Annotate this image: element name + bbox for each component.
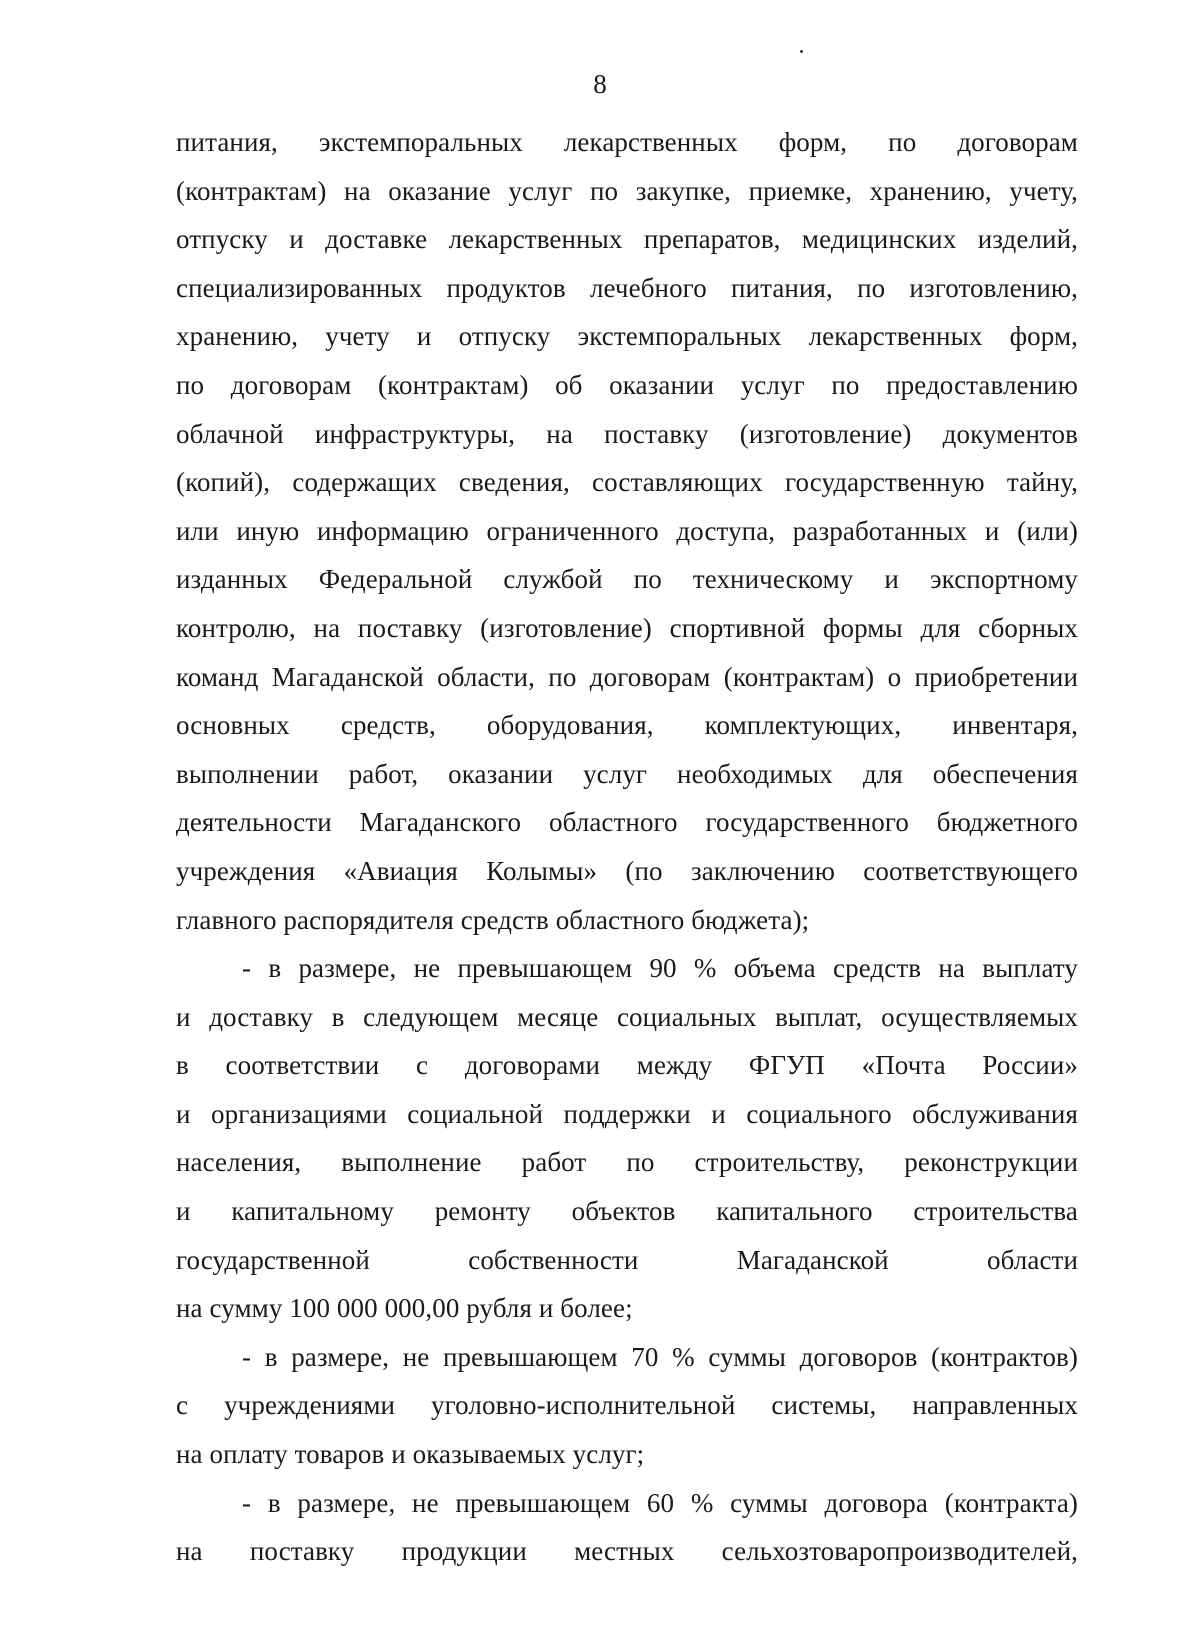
text-line: питания, экстемпоральных лекарственных форм, по договорам [176, 127, 1078, 157]
paragraph-1 [176, 118, 1078, 944]
text-line: хранению, учету и отпуску экстемпоральных лекарственных форм, [176, 321, 1078, 352]
text-line: отпуску и доставке лекарственных препаратов, медицинских изделий, [176, 224, 1078, 255]
text-line: и доставку в следующем месяце социальных выплат, осуществляемых [176, 1001, 1078, 1032]
text-line: - в размере, не превышающем 60 % суммы договора (контракта) [242, 1487, 1078, 1518]
text-line: - в размере, не превышающем 90 % объема средств на выплату [242, 953, 1078, 984]
text-line: - в размере, не превышающем 70 % суммы договоров (контрактов) [242, 1341, 1078, 1372]
text-line: учреждения «Авиация Колымы» (по заключению соответствующего [176, 855, 1078, 886]
text-line: команд Магаданской области, по договорам (контрактам) о приобретении [176, 661, 1078, 692]
text-line: облачной инфраструктуры, на поставку (изготовление) документов [176, 418, 1078, 449]
text-line: государственной собственности Магаданской области [176, 1244, 1078, 1275]
text-line: населения, выполнение работ по строительству, реконструкции [176, 1147, 1078, 1178]
text-line: специализированных продуктов лечебного питания, по изготовлению, [176, 272, 1078, 303]
text-line: (контрактам) на оказание услуг по закупке, приемке, хранению, учету, [176, 175, 1078, 206]
text-line: (копий), содержащих сведения, составляющих государственную тайну, [176, 467, 1078, 498]
text-line: на поставку продукции местных сельхозтоваропроизводителей, [176, 1536, 1078, 1567]
text-line: с учреждениями уголовно-исполнительной системы, направленных [176, 1390, 1078, 1421]
text-line: и капитальному ремонту объектов капитального строительства [176, 1196, 1078, 1227]
document-body [176, 118, 1078, 1576]
paragraph-3 [176, 1333, 1078, 1479]
text-line: в соответствии с договорами между ФГУП «Почта России» [176, 1050, 1078, 1081]
text-line: выполнении работ, оказании услуг необходимых для обеспечения [176, 758, 1078, 789]
paragraph-4 [176, 1479, 1078, 1576]
text-line: и организациями социальной поддержки и социального обслуживания [176, 1098, 1078, 1129]
text-line: деятельности Магаданского областного государственного бюджетного [176, 807, 1078, 838]
paragraph-2 [176, 944, 1078, 1333]
text-line: или иную информацию ограниченного доступа, разработанных и (или) [176, 515, 1078, 546]
text-line: по договорам (контрактам) об оказании услуг по предоставлению [176, 369, 1078, 400]
text-line: изданных Федеральной службой по техническому и экспортному [176, 564, 1078, 595]
text-line: главного распорядителя средств областного бюджета); [176, 904, 810, 935]
text-line: на оплату товаров и оказываемых услуг; [176, 1439, 645, 1470]
text-line: контролю, на поставку (изготовление) спортивной формы для сборных [176, 612, 1078, 643]
scan-speck [800, 50, 803, 53]
text-line: основных средств, оборудования, комплектующих, инвентаря, [176, 710, 1078, 741]
text-line: на сумму 100 000 000,00 рубля и более; [176, 1293, 633, 1324]
page-number: 8 [593, 69, 607, 99]
